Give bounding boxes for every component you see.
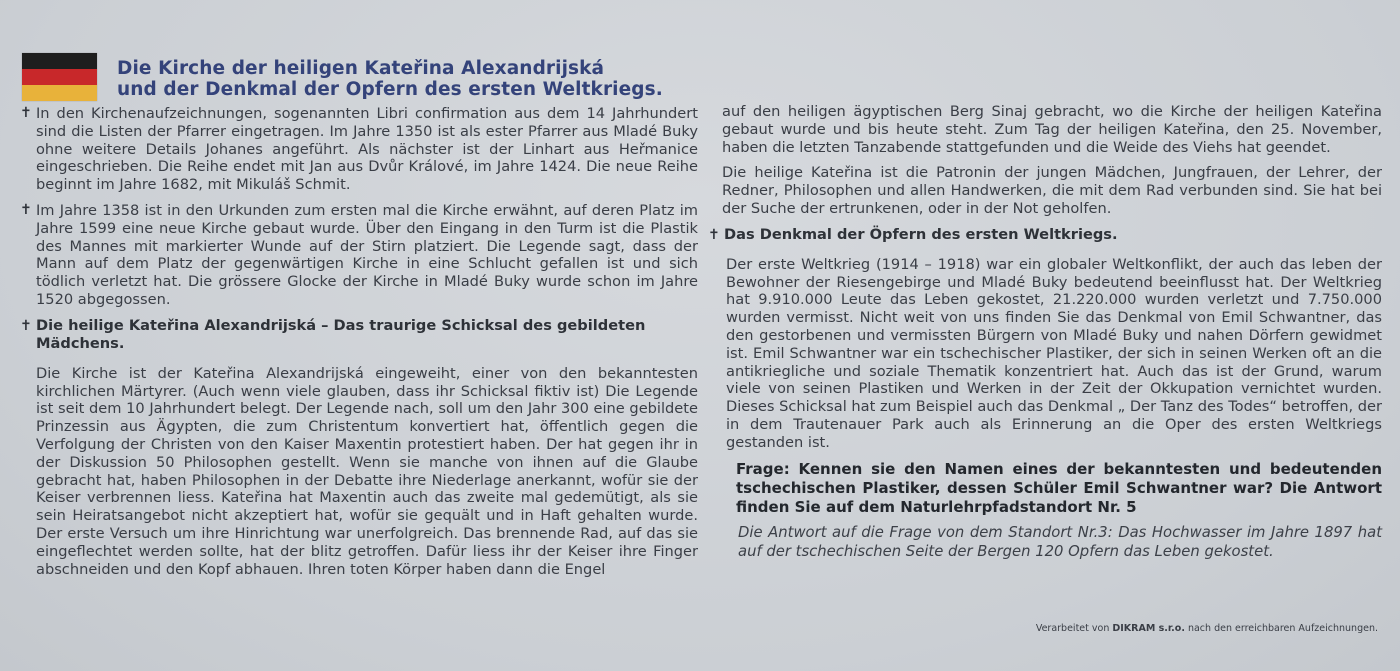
paragraph-patroness	[708, 164, 1382, 217]
paragraph-sinai	[708, 103, 1382, 156]
page-title	[117, 58, 663, 100]
section-heading-memorial	[708, 226, 1382, 244]
credit-line	[1036, 623, 1378, 634]
credit-suffix: nach den erreichbaren Aufzeichnungen.	[1187, 623, 1378, 634]
section-heading-katerina	[20, 317, 698, 353]
cross-bullet-icon: ✝	[708, 226, 720, 243]
paragraph-text: Die heilige Kateřina ist die Patronin der jungen Mädchen, Jungfrauen, der Lehrer, der Redner, Philosophen und allen Handwerken, die mit dem Rad verbunden sind. Sie hat bei der Suche der ertrunkenen, oder in der Not geholfen.	[722, 164, 1382, 217]
flag-stripe-black	[22, 53, 97, 69]
right-column	[708, 103, 1382, 563]
cross-bullet-icon: ✝	[20, 201, 32, 218]
title-line-2: und der Denkmal der Opfern des ersten Weltkriegs.	[117, 79, 663, 100]
paragraph-katerina-legend	[20, 365, 698, 579]
credit-company: DIKRAM s.r.o.	[1112, 623, 1185, 634]
paragraph-world-war	[708, 256, 1382, 452]
paragraph-text: Im Jahre 1358 ist in den Urkunden zum ersten mal die Kirche erwähnt, auf deren Platz im Jahre 1599 eine neue Kirche gebaut wurde. Über den Eingang in den Turm ist die Plastik des Mannes mit markierter Wunde auf der Stirn platziert. Die Legende sagt, dass der Mann auf dem Platz der gegenwärtigen Kirche in eine Schlucht gefallen ist und sich tödlich verletzt hat. Die grössere Glocke der Kirche in Mladé Buky wurde schon im Jahre 1520 abgegossen.	[36, 201, 698, 308]
quiz-answer: Die Antwort auf die Frage von dem Standort Nr.3: Das Hochwasser im Jahre 1897 hat auf der tschechischen Seite der Bergen 120 Opfern das Leben gekostet.	[738, 523, 1382, 560]
paragraph-text: In den Kirchenaufzeichnungen, sogenannten Libri confirmation aus dem 14 Jahrhundert sind die Listen der Pfarrer eingetragen. Im Jahre 1350 ist als ester Pfarrer aus Mladé Buky ohne weitere Details Johanes angeführt. Als nächster ist der Linhart aus Heřmanice eingeschrieben. Die Reihe endet mit Jan aus Dvůr Králové, im Jahre 1424. Die neue Reihe beginnt im Jahre 1682, mit Mikuláš Schmit.	[36, 105, 698, 194]
cross-bullet-icon: ✝	[20, 105, 32, 121]
paragraph-text: Die Kirche ist der Kateřina Alexandrijská eingeweiht, einer von den bekanntesten kirchlichen Märtyrer. (Auch wenn viele glauben, dass ihr Schicksal fiktiv ist) Die Legende ist seit dem 10 Jahrhundert belegt. Der Legende nach, soll um den Jahr 300 eine gebildete Prinzessin aus Ägypten, die zum Christentum konvertiert hat, öffentlich gegen die Verfolgung der Christen von den Kaiser Maxentin protestiert haben. Der hat gegen ihr in der Diskussion 50 Philosophen gestellt. Wenn sie manche von ihnen auf die Glaube gebracht hat, haben Philosophen in der Debatte ihre Niederlage anerkannt, wofür sie der Keiser verbrennen liess. Kateřina hat Maxentin auch das zweite mal gedemütigt, als sie sein Heiratsangebot nicht akzeptiert hat, wofür sie gequält und in Haft gehalten wurde. Der erste Versuch um ihre Hinrichtung war unerfolgreich. Das brennende Rad, auf das sie eingeflechtet werden sollte, hat der blitz getroffen. Dafür liess ihr der Keiser ihre Finger abschneiden und den Kopf abhauen. Ihren toten Körper haben dann die Engel	[36, 364, 698, 578]
paragraph-church-history	[20, 202, 698, 309]
flag-stripe-red	[22, 69, 97, 85]
cross-bullet-icon: ✝	[20, 317, 32, 334]
credit-prefix: Verarbeitet von	[1035, 623, 1110, 634]
paragraph-church-records	[20, 105, 698, 194]
quiz-question: Frage: Kennen sie den Namen eines der bekanntesten und bedeutenden tschechischen Plastiker, dessen Schüler Emil Schwantner war? Die Antwort finden Sie auf dem Naturlehrpfadstandort Nr. 5	[736, 459, 1382, 516]
paragraph-text: Der erste Weltkrieg (1914 – 1918) war ein globaler Weltkonflikt, der auch das leben der Bewohner der Riesengebirge und Mladé Buky bedeutend beeinflusst hat. Der Weltkrieg hat 9.910.000 Leute das Leben gekostet, 21.220.000 wurden verletzt und 7.750.000 wurden vermisst. Nicht weit von uns finden Sie das Denkmal von Emil Schwantner, das den gestorbenen und vermissten Bürgern von Mladé Buky und nahen Dörfern gewidmet ist. Emil Schwantner war ein tschechischer Plastiker, der sich in seinen Werken oft an die antikriegliche und soziale Thematik konzentriert hat. Auch das ist der Grund, warum viele von seinen Plastiken und Werken in der Zeit der Okkupation vernichtet wurden. Dieses Schicksal hat zum Beispiel auch das Denkmal „ Der Tanz des Todes“ betroffen, der in dem Trautenauer Park auch als Erinnerung an die Oper des ersten Weltkriegs gestanden ist.	[726, 255, 1382, 451]
flag-stripe-gold	[22, 85, 97, 101]
heading-text: Das Denkmal der Öpfern des ersten Weltkriegs.	[724, 225, 1118, 243]
heading-text: Die heilige Kateřina Alexandrijská – Das traurige Schicksal des gebildeten Mädchens.	[36, 316, 646, 352]
paragraph-text: auf den heiligen ägyptischen Berg Sinaj gebracht, wo die Kirche der heiligen Kateřina gebaut wurde und bis heute steht. Zum Tag der heiligen Kateřina, den 25. November, haben die letzten Tanzabende stattgefunden und die Weide des Viehs hat geendet.	[722, 103, 1382, 156]
title-line-1: Die Kirche der heiligen Kateřina Alexandrijská	[117, 58, 605, 79]
left-column	[20, 105, 698, 586]
german-flag-icon	[22, 53, 97, 101]
